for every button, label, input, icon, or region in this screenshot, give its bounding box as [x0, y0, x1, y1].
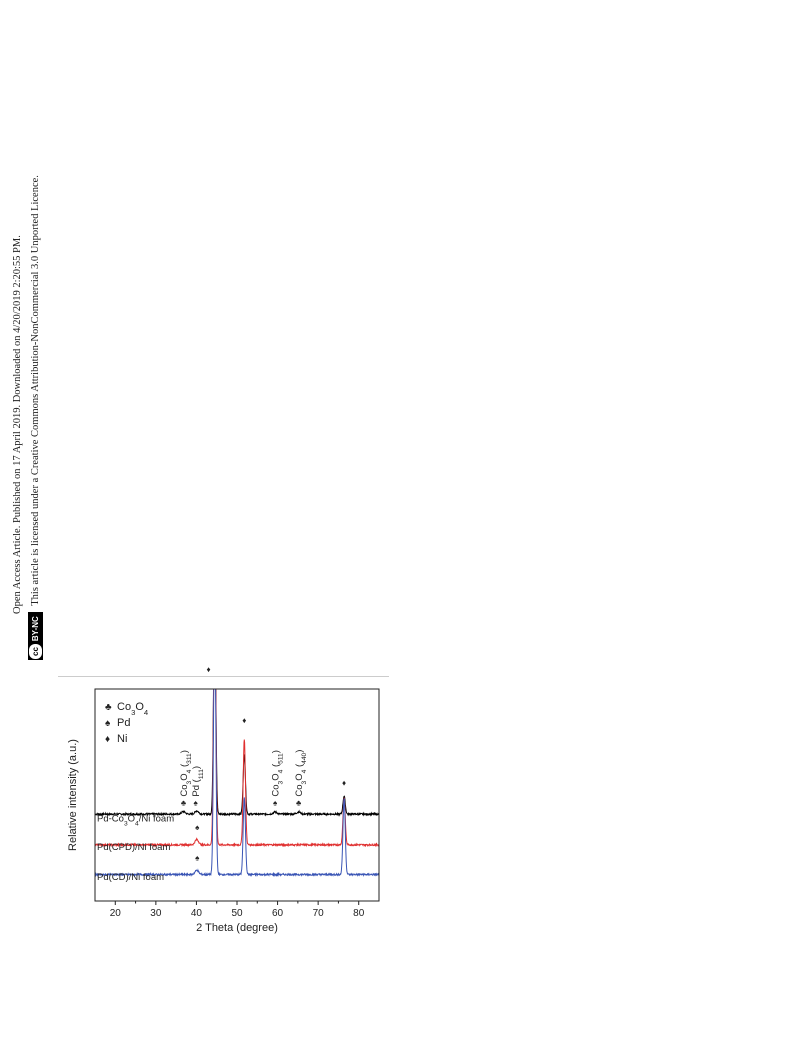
publication-line: Open Access Article. Published on 17 April 2019. Downloaded on 4/20/2019 2:20:55 PM.	[12, 235, 23, 614]
divider	[58, 676, 389, 677]
series-label: Pd(CPD)/Ni foam	[97, 842, 171, 854]
open-access-notice	[12, 235, 23, 614]
reflection-label: $Co_3O_4$ $(_{511})$	[270, 750, 285, 797]
series-line	[95, 591, 379, 845]
x-tick-label: 50	[231, 908, 243, 919]
peak-marker-icon: ♦	[242, 715, 247, 725]
reflection-marker-icon: ♣	[180, 798, 187, 808]
series-group	[95, 591, 379, 875]
reflection-label: Pd $(_{111})$	[191, 765, 205, 797]
legend-label: Ni	[117, 733, 128, 745]
licence-line: This article is licensed under a Creative Commons Attribution-NonCommercial 3.0 Unported Licence.	[29, 175, 41, 606]
reflection-marker-icon: ♠	[193, 798, 198, 808]
licence-notice	[28, 175, 43, 660]
diamond-marker-icon: ♦	[105, 734, 111, 745]
x-tick-label: 20	[109, 908, 121, 919]
x-axis-label: 2 Theta (degree)	[196, 922, 278, 934]
reflection-label: $Co_3O_4$ $(_{311})$	[178, 750, 193, 797]
legend-label: $Co_3O_4$	[117, 701, 149, 717]
peak-marker-icon: ♠	[195, 853, 200, 863]
series-line	[95, 621, 379, 876]
reflection-marker-icon: ♣	[296, 798, 302, 808]
series-label: Pd(CD)/Ni foam	[97, 871, 165, 883]
reflection-label: $Co_3O_4$ $(_{440})$	[294, 749, 308, 797]
series-label: $Pd-Co_3O_4/Ni$ foam	[97, 813, 175, 827]
x-tick-label: 30	[150, 908, 162, 919]
reflection-marker-icon: ♠	[273, 798, 278, 808]
peak-marker-icon: ♦	[342, 778, 347, 788]
y-axis-label: Relative intensity (a.u.)	[67, 739, 79, 851]
cc-logo-icon: cc	[29, 644, 42, 659]
x-tick-label: 80	[353, 908, 365, 919]
peak-marker-icon: ♠	[195, 822, 200, 832]
cc-by-nc-badge[interactable]: ccBY-NC	[28, 612, 43, 660]
x-tick-label: 60	[272, 908, 284, 919]
x-tick-label: 70	[312, 908, 324, 919]
x-tick-label: 40	[190, 908, 202, 919]
xrd-chart	[60, 665, 390, 940]
club-marker-icon: ♣	[105, 702, 112, 713]
spade-marker-icon: ♠	[105, 718, 111, 729]
legend-label: Pd	[117, 717, 131, 729]
plot-frame	[95, 689, 379, 901]
peak-marker-icon: ♦	[206, 665, 211, 675]
